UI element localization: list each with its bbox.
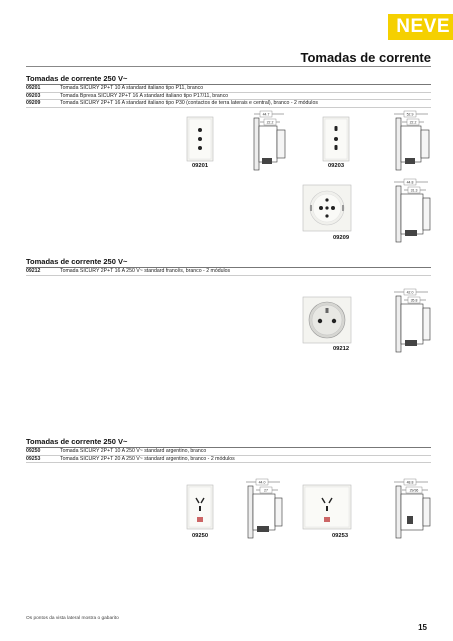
product-code-label: 09209 bbox=[332, 235, 350, 241]
socket-09253-image bbox=[302, 484, 352, 530]
dimension-label: 22.2 bbox=[266, 120, 274, 125]
dimension-label: 44.7 bbox=[262, 112, 270, 117]
product-description: Tomada SICURY 2P+T 10 A standard italiano tipo P11, branco bbox=[60, 85, 204, 91]
socket-09212-image bbox=[302, 296, 352, 344]
product-code: 09201 bbox=[26, 85, 41, 91]
socket-09203-image bbox=[322, 116, 350, 162]
page-title: Tomadas de corrente bbox=[300, 50, 431, 65]
table-row bbox=[26, 85, 431, 93]
product-code-label: 09250 bbox=[191, 533, 209, 539]
dimension-label: 44.8 bbox=[406, 180, 414, 185]
product-code: 09209 bbox=[26, 100, 41, 107]
table-row bbox=[26, 100, 431, 108]
product-code-label: 09201 bbox=[191, 163, 209, 169]
dimension-label: 29/36 bbox=[409, 488, 419, 493]
product-description: Tomada SICURY 2P+T 10 A 250 V~ standard argentino, branco bbox=[60, 448, 207, 454]
product-description: Tomada Bpresa SICURY 2P+T 16 A standard italiano tipo P17/11, branco bbox=[60, 92, 229, 99]
product-description: Tomada SICURY 2P+T 16 A 250 V~ standard francês, branco - 2 módulos bbox=[60, 268, 231, 274]
dimension-label: 48.8 bbox=[406, 480, 414, 485]
dimension-label: 31.3 bbox=[410, 188, 418, 193]
socket-09209-image bbox=[302, 184, 352, 232]
product-code: 09253 bbox=[26, 455, 41, 462]
side-view-09201 bbox=[250, 108, 290, 172]
dimension-label: 35.8 bbox=[410, 298, 418, 303]
side-view-09209 bbox=[392, 176, 432, 244]
section-2 bbox=[26, 257, 431, 276]
section-3 bbox=[26, 437, 431, 463]
side-view-09250 bbox=[244, 476, 284, 542]
dimension-label: 22.2 bbox=[409, 120, 417, 125]
section-heading: Tomadas de corrente 250 V~ bbox=[26, 437, 431, 448]
table-row bbox=[26, 93, 431, 101]
dimension-label: 52.9 bbox=[406, 112, 414, 117]
product-description: Tomada SICURY 2P+T 20 A 250 V~ standard argentino, branco - 2 módulos bbox=[60, 455, 235, 462]
divider bbox=[26, 66, 431, 67]
product-code: 09203 bbox=[26, 92, 41, 99]
product-code: 09250 bbox=[26, 448, 41, 454]
section-1 bbox=[26, 74, 431, 108]
footnote: Os pontos da vista lateral mostra o gabarito bbox=[26, 616, 119, 621]
dimension-label: 44.0 bbox=[258, 480, 266, 485]
product-code-label: 09212 bbox=[332, 346, 350, 352]
socket-09250-image bbox=[186, 484, 214, 530]
product-code: 09212 bbox=[26, 268, 41, 274]
product-code-label: 09203 bbox=[327, 163, 345, 169]
side-view-09253 bbox=[392, 476, 432, 542]
side-view-09203 bbox=[392, 108, 432, 172]
table-row bbox=[26, 456, 431, 464]
section-heading: Tomadas de corrente 250 V~ bbox=[26, 257, 431, 268]
product-description: Tomada SICURY 2P+T 16 A standard italiano tipo P30 (contactos de terra laterais e central), branco - 2 módulos bbox=[60, 100, 318, 107]
socket-09201-image bbox=[186, 116, 214, 162]
side-view-09212 bbox=[392, 286, 432, 356]
table-row bbox=[26, 448, 431, 456]
dimension-label: 27 bbox=[264, 488, 268, 493]
product-code-label: 09253 bbox=[331, 533, 349, 539]
section-heading: Tomadas de corrente 250 V~ bbox=[26, 74, 431, 85]
table-row bbox=[26, 268, 431, 276]
dimension-label: 42.0 bbox=[406, 290, 414, 295]
page-number: 15 bbox=[418, 623, 427, 632]
brand-name: NEVE bbox=[396, 16, 450, 37]
